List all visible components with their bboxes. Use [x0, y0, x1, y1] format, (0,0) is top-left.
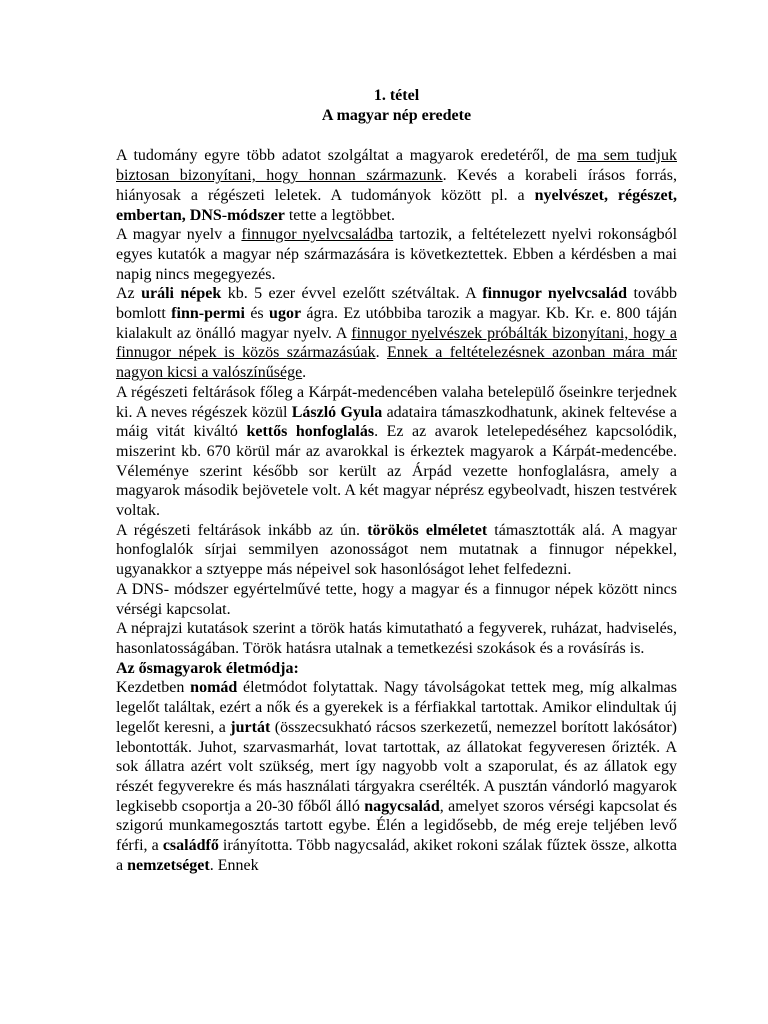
text-run: . Kevés a korabeli írásos forrás, hiányosak a régészeti leletek. A tudományok között pl. a — [116, 167, 677, 204]
bold-term: nemzetséget — [127, 856, 210, 874]
text-run: tette a legtöbbet. — [284, 206, 396, 224]
body-paragraph — [116, 383, 677, 521]
text-run: . Ennek — [209, 856, 259, 874]
text-run: . Ez az avarok letelepedéséhez kapcsolódik, miszerint kb. 670 körül már az avarokkal is érkeztek magyarok a Kárpát-medencébe. Véleménye szerint később sor került az Árpád vezette honfoglalásra, amely a magyarok második bejövetele volt. A két magyar néprész egybeolvadt, hiszen testvérek voltak. — [116, 423, 678, 520]
text-run: , amelyet szoros vérségi kapcsolat és szigorú munkamegosztás tartott egybe. Élén a legidősebb, de még ereje teljében levő férfi, a — [116, 797, 677, 855]
document-page — [116, 86, 677, 875]
bold-term: ugor — [269, 305, 302, 323]
bold-term: László Gyula — [291, 403, 383, 421]
bold-term: nyelvészet, régészet, embertan, DNS — [116, 186, 677, 224]
bold-term: nomád — [190, 679, 238, 697]
body-paragraph — [116, 284, 677, 383]
text-run: életmódot folytattak. Nagy távolságokat tettek meg, míg alkalmas legelőt találtak, ezért a nők és a gyerekek is a férfiakkal tartottak. Amikor elindultak új legelőt keresni, a — [116, 679, 678, 736]
text-run: A magyar nyelv a — [116, 226, 242, 244]
underlined-text: ma sem tudjuk biztosan bizonyítani, hogy honnan származunk — [116, 147, 677, 185]
text-run: A néprajzi kutatások szerint a török hatás kimutatható a fegyverek, ruházat, hadviselés, hasonlatosságában. Török hatásra utalnak a temetkezési szokások és a rovásírás is. — [116, 620, 677, 657]
bold-term: uráli népek — [141, 285, 222, 303]
text-run: irányította. Több nagycsalád, akiket rokoni szálak fűztek össze, alkotta a — [116, 837, 677, 874]
text-run: Kezdetben — [116, 679, 191, 697]
text-run: és — [244, 305, 270, 323]
bold-term: finnugor nyelvcsalád — [482, 285, 628, 303]
bold-term: módszer — [227, 206, 285, 224]
text-run: (összecsukható rácsos szerkezetű, nemezzel borított lakósátor) lebontották. Juhot, szarvasmarhát, lovat tartottak, az állatokat fegyveresen őrizték. A sok állatra azért volt szükség, mert így nagyobb volt a szaporulat, és az állatok egy részét fegyverekre és más használati tárgyakra cserélték. A pusztán vándorló magyarok legkisebb csoportja a 20-30 főből álló — [116, 718, 678, 815]
page-title: A magyar nép eredete — [321, 106, 472, 124]
body-paragraph — [116, 521, 677, 580]
body-paragraph — [116, 619, 677, 658]
text-run: . — [302, 364, 307, 382]
topic-number: 1. tétel — [373, 87, 420, 104]
text-run: A tudomány egyre több adatot szolgáltat a magyarok eredetéről, de — [116, 147, 578, 165]
underlined-text: finnugor nyelvcsaládba — [241, 226, 394, 244]
body-paragraphs — [116, 146, 677, 658]
text-run: ágra. Ez utóbbiba tarozik a magyar. Kb. Kr. e. 800 táján kialakult az önálló magyar nyelv. A — [116, 305, 678, 342]
bold-term: nagycsalád — [364, 797, 440, 815]
text-run: tartozik, a feltételezett nyelvi rokonságból egyes kutatók a magyar nép származására is következtettek. Ebben a kérdésben a mai napig nincs megegyezés. — [116, 226, 678, 283]
body-paragraph — [116, 225, 677, 284]
text-run: kb. 5 ezer évvel ezelőtt szétváltak. A — [221, 285, 483, 303]
text-run: támasztották alá. A magyar honfoglalók sírjai semmilyen azonosságot nem mutatnak a finnugor népekkel, ugyanakkor a sztyeppe más népeivel sok hasonlóságot lehet felfedezni. — [116, 521, 677, 579]
body-paragraph — [116, 146, 677, 225]
bold-term: kettős honfoglalás — [246, 423, 375, 441]
text-run: - — [221, 206, 228, 224]
bold-term: jurtát — [230, 718, 271, 736]
body-paragraph-lifestyle — [116, 678, 677, 875]
text-run: A DNS- módszer egyértelművé tette, hogy a magyar és a finnugor népek között nincs vérségi kapcsolat. — [116, 580, 677, 618]
underlined-text: Ennek a feltételezésnek azonban mára már nagyon kicsi a valószínűsége — [116, 344, 677, 382]
bold-term: finn-permi — [171, 305, 245, 323]
bold-term: törökös elméletet — [367, 521, 488, 539]
text-run: A régészeti feltárások főleg a Kárpát-medencében valaha betelepülő őseinkre terjednek ki. A neves régészek közül — [116, 383, 677, 421]
section-heading: Az ősmagyarok életmódja: — [116, 659, 299, 677]
bold-term: családfő — [162, 837, 219, 855]
text-run: Az — [116, 285, 142, 303]
text-run: A régészeti feltárások inkább az ún. — [116, 521, 368, 539]
body-paragraph — [116, 580, 677, 619]
text-run: . — [375, 344, 387, 362]
text-run: adataira támaszkodhatunk, akinek feltevése a máig vitát kiváltó — [116, 403, 678, 441]
underlined-text: finnugor nyelvészek próbálták bizonyítani, hogy a finnugor népek is közös származásúak — [116, 324, 678, 362]
text-run: tovább bomlott — [116, 285, 678, 323]
